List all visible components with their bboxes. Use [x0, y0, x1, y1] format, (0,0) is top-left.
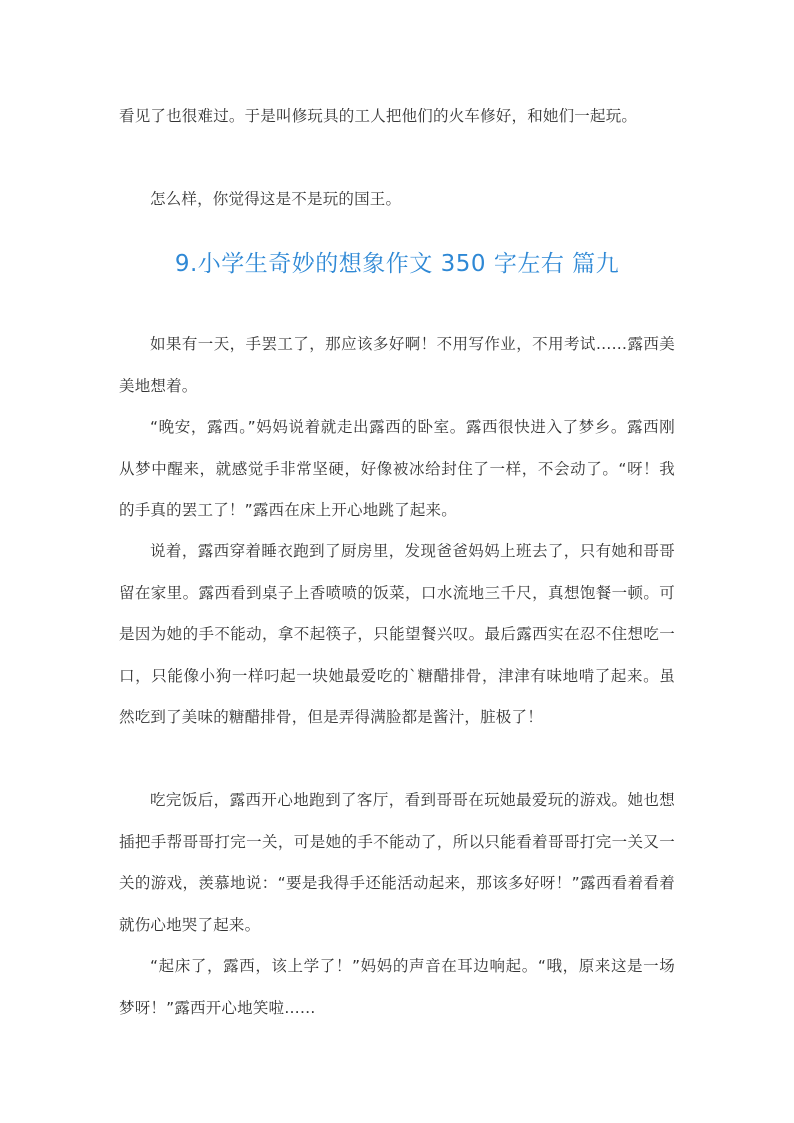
story-paragraph-2: “晚安，露西。”妈妈说着就走出露西的卧室。露西很快进入了梦乡。露西刚从梦中醒来，就感觉手非常坚硬，好像被冰给封住了一样，不会动了。“呀！我的手真的罢工了！”露西在床上开心地跳了起来。: [119, 418, 675, 519]
story-paragraph-5: “起床了，露西，该上学了！”妈妈的声音在耳边响起。“哦，原来这是一场梦呀！”露西开心地笑啦……: [119, 957, 675, 1017]
story-paragraph-3: 说着，露西穿着睡衣跑到了厨房里，发现爸爸妈妈上班去了，只有她和哥哥留在家里。露西看到桌子上香喷喷的饭菜，口水流地三千尺，真想饱餐一顿。可是因为她的手不能动，拿不起筷子，只能望餐兴叹。最后露西实在忍不住想吃一口，只能像小狗一样叼起一块她最爱吃的`糖醋排骨，津津有味地啃了起来。虽然吃到了美味的糖醋排骨，但是弄得满脸都是酱汁，脏极了！: [119, 542, 675, 726]
section-heading: 9.小学生奇妙的想象作文 350 字左右 篇九: [174, 251, 620, 277]
paragraph-continued: 看见了也很难过。于是叫修玩具的工人把他们的火车修好，和她们一起玩。: [119, 107, 638, 125]
story-paragraph-1: 如果有一天，手罢工了，那应该多好啊！不用写作业，不用考试……露西美美地想着。: [119, 335, 675, 395]
paragraph-closing-question: 怎么样，你觉得这是不是玩的国王。: [150, 190, 402, 208]
story-paragraph-4: 吃完饭后，露西开心地跑到了客厅，看到哥哥在玩她最爱玩的游戏。她也想插把手帮哥哥打完一关，可是她的手不能动了，所以只能看着哥哥打完一关又一关的游戏，羡慕地说：“要是我得手还能活动起来，那该多好呀！”露西看着看着就伤心地哭了起来。: [119, 791, 675, 934]
